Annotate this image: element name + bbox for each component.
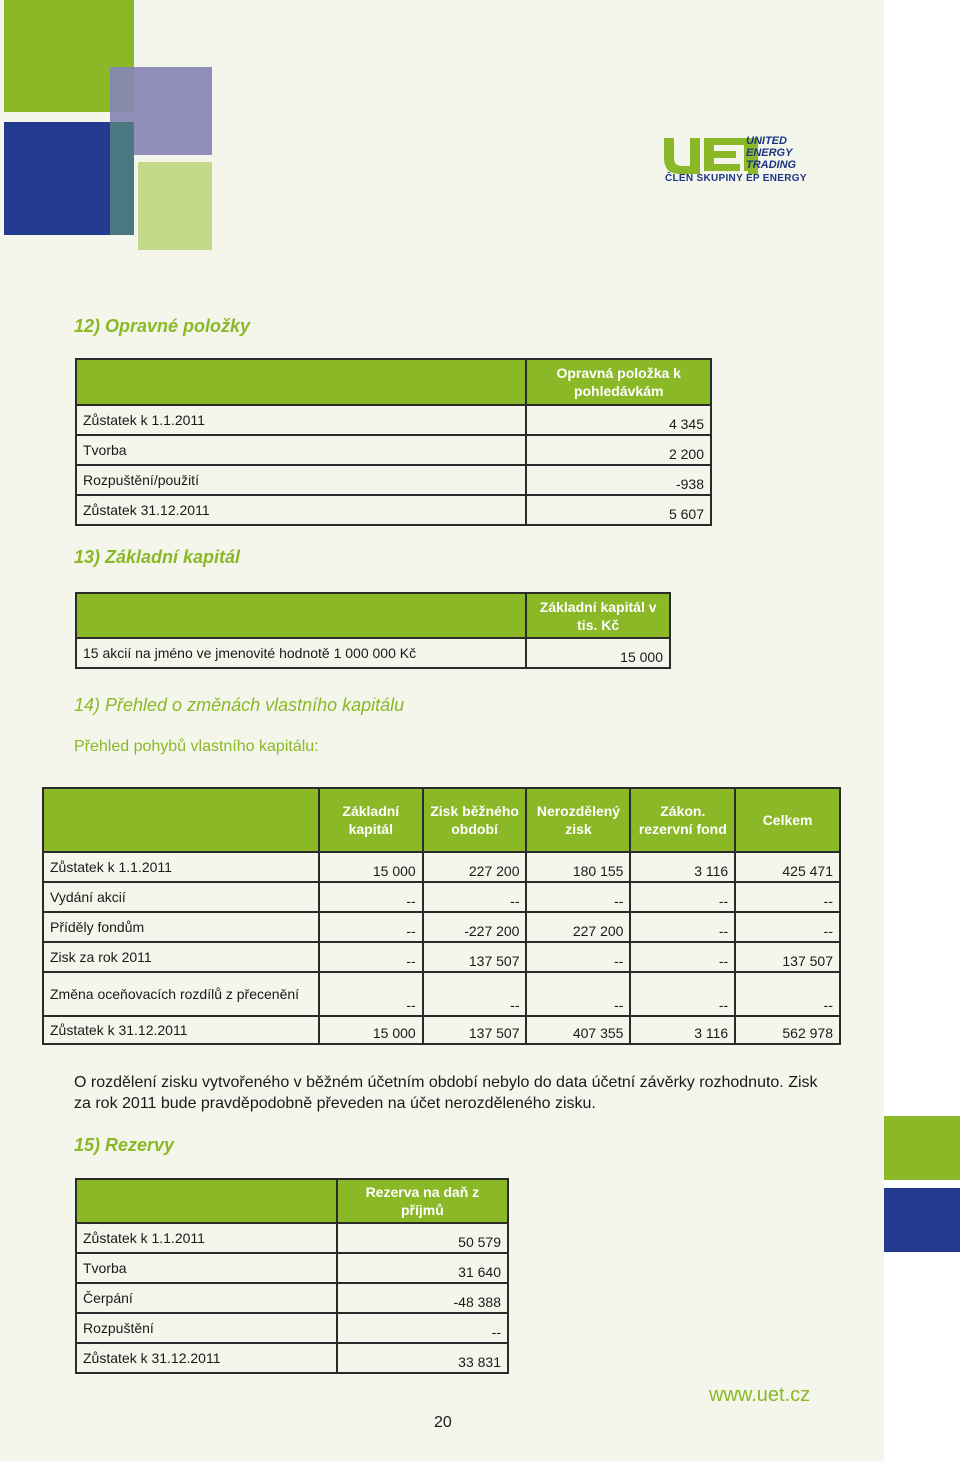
column-header-celkem: Celkem (735, 788, 840, 852)
row-value: -48 388 (337, 1283, 508, 1313)
cell-value: -- (526, 882, 630, 912)
row-label: Zůstatek k 31.12.2011 (76, 1343, 337, 1373)
table-zakladni-kapital (75, 592, 671, 669)
table-rezervy (75, 1178, 509, 1374)
row-label: Rozpuštění/použití (76, 465, 526, 495)
row-value: 50 579 (337, 1223, 508, 1253)
cell-value: -- (630, 882, 735, 912)
cell-value: 137 507 (423, 942, 527, 972)
cell-value: 137 507 (735, 942, 840, 972)
row-value: 31 640 (337, 1253, 508, 1283)
cell-value: 15 000 (319, 1016, 423, 1044)
row-label: Příděly fondům (43, 912, 319, 942)
row-label: Vydání akcií (43, 882, 319, 912)
row-value: -938 (526, 465, 711, 495)
cell-value: -- (630, 912, 735, 942)
logo-tagline: ČLEN SKUPINY EP ENERGY (665, 173, 807, 184)
row-label: Čerpání (76, 1283, 337, 1313)
page-number: 20 (434, 1414, 452, 1431)
row-label: Změna oceňovacích rozdílů z přecenění (43, 972, 319, 1016)
decor-square-teal (110, 122, 134, 235)
cell-value: 227 200 (423, 852, 527, 882)
row-value: 4 345 (526, 405, 711, 435)
cell-value: 425 471 (735, 852, 840, 882)
website-link[interactable]: www.uet.cz (709, 1384, 811, 1406)
section-14-title: 14) Přehled o změnách vlastního kapitálu (74, 695, 405, 715)
row-label: Rozpuštění (76, 1313, 337, 1343)
decor-square-right-green (884, 1116, 960, 1180)
row-label: Zisk za rok 2011 (43, 942, 319, 972)
cell-value: -- (319, 882, 423, 912)
cell-value: -- (630, 972, 735, 1016)
cell-value: 3 116 (630, 1016, 735, 1044)
section-14-subtitle: Přehled pohybů vlastního kapitálu: (74, 738, 319, 755)
column-header: Opravná položka k pohledávkám (526, 359, 711, 405)
cell-value: 3 116 (630, 852, 735, 882)
cell-value: -- (735, 972, 840, 1016)
table-header-blank (43, 788, 319, 852)
table-header-blank (76, 1179, 337, 1223)
row-label: Tvorba (76, 1253, 337, 1283)
table-header-blank (76, 359, 526, 405)
cell-value: 180 155 (526, 852, 630, 882)
section-15-title: 15) Rezervy (74, 1135, 175, 1155)
section-12-title: 12) Opravné položky (74, 316, 251, 336)
row-value: 2 200 (526, 435, 711, 465)
decor-square-right-blue (884, 1188, 960, 1252)
cell-value: -- (319, 942, 423, 972)
cell-value: 227 200 (526, 912, 630, 942)
row-value: 15 000 (526, 638, 670, 668)
column-header: Rezerva na daň z příjmů (337, 1179, 508, 1223)
cell-value: -- (423, 882, 527, 912)
column-header-zakonny-rezervni-fond: Zákon. rezervní fond (630, 788, 735, 852)
row-label: Zůstatek 31.12.2011 (76, 495, 526, 525)
row-label: Zůstatek k 1.1.2011 (43, 852, 319, 882)
logo-wordmark: UNITED ENERGY TRADING (746, 135, 797, 171)
cell-value: -227 200 (423, 912, 527, 942)
section-13-title: 13) Základní kapitál (74, 547, 241, 567)
cell-value: -- (319, 912, 423, 942)
row-label: Zůstatek k 1.1.2011 (76, 405, 526, 435)
decor-square-light-green (138, 162, 212, 250)
column-header: Základní kapitál v tis. Kč (526, 593, 670, 638)
cell-value: 562 978 (735, 1016, 840, 1044)
row-value: -- (337, 1313, 508, 1343)
row-label: 15 akcií na jméno ve jmenovité hodnotě 1 000 000 Kč (76, 638, 526, 668)
column-header-nerozdeleny-zisk: Nerozdělený zisk (526, 788, 630, 852)
cell-value: -- (735, 912, 840, 942)
row-value: 5 607 (526, 495, 711, 525)
table-opravne-polozky (75, 358, 712, 526)
cell-value: -- (423, 972, 527, 1016)
cell-value: -- (319, 972, 423, 1016)
cell-value: -- (526, 972, 630, 1016)
row-value: 33 831 (337, 1343, 508, 1373)
cell-value: -- (526, 942, 630, 972)
table-header-blank (76, 593, 526, 638)
row-label: Zůstatek k 31.12.2011 (43, 1016, 319, 1044)
cell-value: -- (735, 882, 840, 912)
row-label: Tvorba (76, 435, 526, 465)
column-header-zakladni-kapital: Základní kapitál (319, 788, 423, 852)
note-paragraph: O rozdělení zisku vytvořeného v běžném účetním období nebylo do data účetní závěrky rozhodnuto. Zisk za rok 2011 bude pravděpodobně převeden na účet nerozděleného zisku. (74, 1074, 818, 1112)
table-vlastni-kapital (42, 787, 841, 1045)
cell-value: 15 000 (319, 852, 423, 882)
cell-value: 407 355 (526, 1016, 630, 1044)
row-label: Zůstatek k 1.1.2011 (76, 1223, 337, 1253)
cell-value: 137 507 (423, 1016, 527, 1044)
cell-value: -- (630, 942, 735, 972)
column-header-zisk-bezneho-obdobi: Zisk běžného období (423, 788, 527, 852)
